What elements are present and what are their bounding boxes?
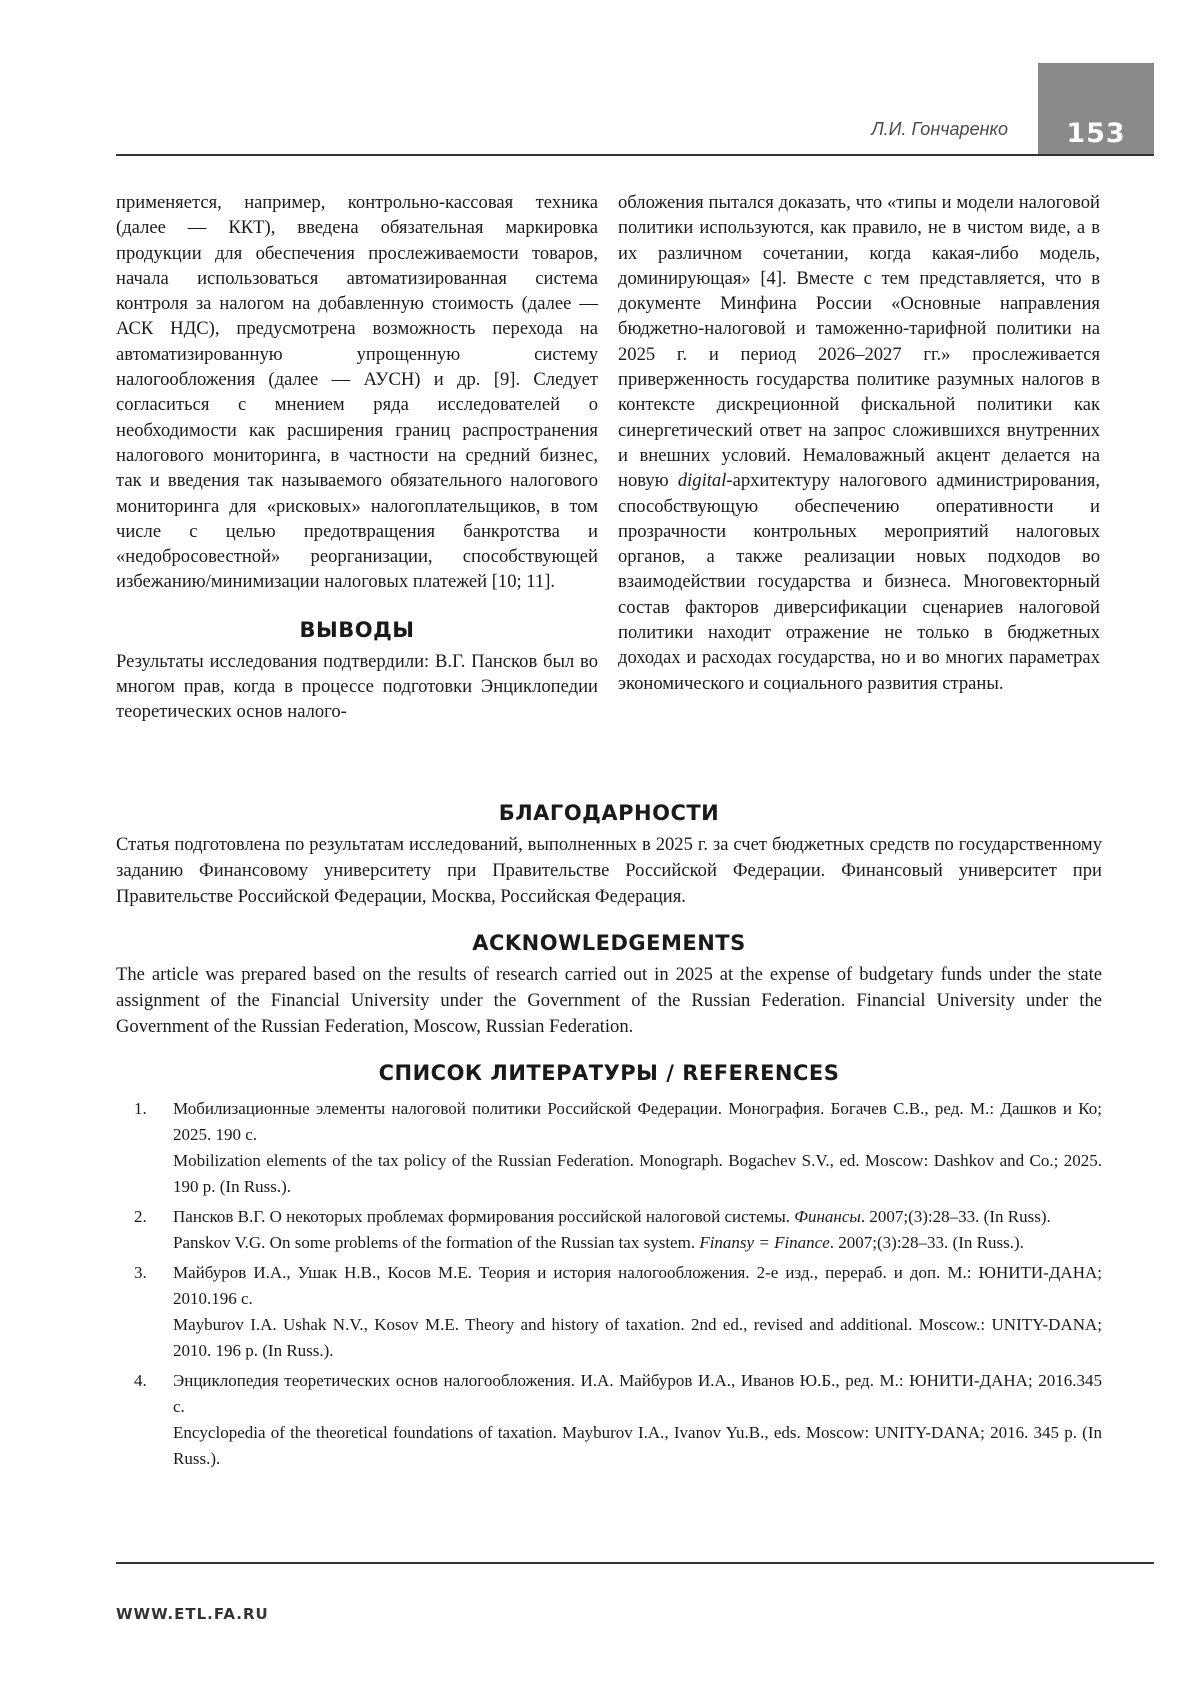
body-paragraph: применяется, например, контрольно-кассовая техника (далее — ККТ), введена обязательная маркировка продукции для обеспечения прослеживаемости товаров, начала использоваться автоматизированная система контроля за налогом на добавленную стоимость (далее — АСК НДС), предусмотрена возможность перехода на автоматизированную упрощенную систему налогообложения (далее — АУСН) и др. [9]. Следует согласиться с мнением ряда исследователей о необходимости как расширения границ распространения налогового мониторинга, в частности на средний бизнес, так и введения так называемого обязательного налогового мониторинга для «рисковых» налогоплательщиков, в том числе с целью предотвращения банкротства и «недобросовестной» реорганизации, способствующей избежанию/минимизации налоговых платежей [10; 11]. [116,192,598,593]
italic-term: digital [677,470,727,492]
references-section [116,1060,1102,1476]
conclusions-heading: ВЫВОДЫ [299,617,415,642]
left-column [116,190,598,725]
acknowledgements-section [116,930,1102,1039]
reference-en: Mobilization elements of the tax policy of the Russian Federation. Monograph. Bogachev S.V., ed. Moscow: Dashkov and Co.; 2025. 190 p. (In Russ.). [173,1151,1102,1196]
reference-item [116,1096,1102,1200]
footer-url: WWW.ETL.FA.RU [116,1605,269,1623]
reference-en: Encyclopedia of the theoretical foundations of taxation. Mayburov I.A., Ivanov Yu.B., eds. Moscow: UNITY-DANA; 2016. 345 p. (In Russ.). [173,1423,1102,1468]
reference-ru: Майбуров И.А., Ушак Н.В., Косов М.Е. Теория и история налогообложения. 2-е изд., перераб. и доп. М.: ЮНИТИ-ДАНА; 2010.196 с. [173,1263,1102,1308]
reference-item [116,1260,1102,1364]
page-number: 153 [1066,118,1126,149]
reference-item [116,1368,1102,1472]
text-segment: -архитектуру налогового администрирования, способствующую обеспечению оперативности и прозрачности контрольных мероприятий налоговых органов, а также реализации новых подходов во взаимодействии государства и бизнеса. Многовекторный состав факторов диверсификации сценариев налоговой политики находит отражение не только в бюджетных доходах и расходах государства, но и во многих параметрах экономического и социального развития страны. [618,470,1100,694]
acknowledgements-heading: ACKNOWLEDGEMENTS [472,931,746,955]
text-segment: обложения пытался доказать, что «типы и модели налоговой политики используются, как правило, не в чистом виде, а в их различном сочетании, когда какая-либо модель, доминирующая» [4]. Вместе с тем представляется, что в документе Минфина России «Основные направления бюджетно-налоговой и таможенно-тарифной политики на 2025 г. и период 2026–2027 гг.» прослеживается приверженность государства политике разумных налогов в контексте дискреционной фискальной политики как синергетический ответ на запрос сложившихся внутренних и внешних условий. Немаловажный акцент делается на новую [618,192,1100,492]
thanks-section [116,800,1102,909]
text-segment: Пансков В.Г. О некоторых проблемах формирования российской налоговой системы. [173,1207,795,1226]
journal-title: Finansy = Finance [699,1233,830,1252]
footer-divider [116,1562,1154,1564]
thanks-text: Статья подготовлена по результатам исследований, выполненных в 2025 г. за счет бюджетных средств по государственному заданию Финансовому университету при Правительстве Российской Федерации. Финансовый университет при Правительстве Российской Федерации, Москва, Российская Федерация. [116,834,1102,907]
reference-number: 4. [134,1371,147,1390]
reference-ru: Мобилизационные элементы налоговой политики Российской Федерации. Монография. Богачев С.В., ред. М.: Дашков и Ко; 2025. 190 с. [173,1099,1102,1144]
reference-en: Mayburov I.A. Ushak N.V., Kosov M.E. Theory and history of taxation. 2nd ed., revised and additional. Moscow.: UNITY-DANA; 2010. 196 p. (In Russ.). [173,1315,1102,1360]
journal-title: Финансы [794,1207,861,1226]
reference-number: 1. [134,1099,147,1118]
references-heading: СПИСОК ЛИТЕРАТУРЫ / REFERENCES [378,1061,840,1085]
reference-number: 3. [134,1263,147,1282]
reference-number: 2. [134,1207,147,1226]
right-column [618,190,1100,696]
reference-en [173,1230,1102,1256]
reference-ru: Энциклопедия теоретических основ налогообложения. И.А. Майбуров И.А., Иванов Ю.Б., ред. М.: ЮНИТИ-ДАНА; 2016.345 с. [173,1371,1102,1416]
text-segment: . 2007;(3):28–33. (In Russ.). [829,1233,1024,1252]
text-segment: Panskov V.G. On some problems of the formation of the Russian tax system. [173,1233,700,1252]
text-segment: . 2007;(3):28–33. (In Russ). [860,1207,1051,1226]
acknowledgements-text: The article was prepared based on the results of research carried out in 2025 at the expense of budgetary funds under the state assignment of the Financial University under the Government of the Russian Federation. Financial University under the Government of the Russian Federation, Moscow, Russian Federation. [116,964,1102,1037]
header-divider [116,154,1154,156]
reference-item [116,1204,1102,1256]
reference-ru [173,1204,1102,1230]
body-paragraph [618,190,1100,696]
running-header-author: Л.И. Гончаренко [871,119,1008,139]
conclusions-paragraph: Результаты исследования подтвердили: В.Г. Пансков был во многом прав, когда в процессе подготовки Энциклопедии теоретических основ налого- [116,650,598,723]
thanks-heading: БЛАГОДАРНОСТИ [498,801,720,825]
